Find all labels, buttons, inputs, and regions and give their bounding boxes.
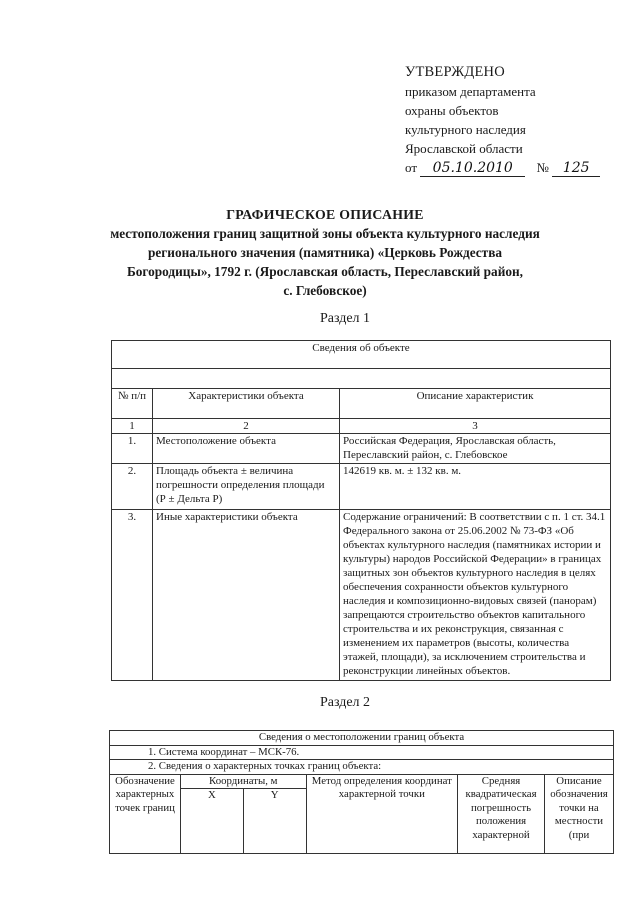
section2-label: Раздел 2: [319, 695, 371, 710]
approval-block: [405, 63, 615, 177]
column-number: 1: [112, 419, 153, 434]
column-header: № п/п: [112, 389, 153, 419]
handwritten-number: 125: [552, 161, 600, 177]
title-line: с. Глебовское): [283, 283, 367, 298]
approval-line: приказом департамента: [405, 84, 536, 99]
points-info-line: 2. Сведения о характерных точках границ объекта:: [110, 760, 614, 775]
empty-row: [112, 369, 611, 389]
column-number: 3: [340, 419, 611, 434]
title-line: Богородицы», 1792 г. (Ярославская область, Переславский район,: [126, 264, 524, 279]
column-header: Описание характеристик: [340, 389, 611, 419]
approval-heading: УТВЕРЖДЕНО: [405, 64, 505, 80]
row-number: 3.: [112, 510, 153, 681]
approval-line: Ярославской области: [405, 141, 523, 156]
row-desc: Российская Федерация, Ярославская область, Переславский район, с. Глебовское: [340, 434, 611, 464]
table-row: [112, 464, 611, 510]
handwritten-date: 05.10.2010: [420, 161, 525, 177]
table-header: Сведения об объекте: [112, 341, 611, 369]
row-name: Площадь объекта ± величина погрешности определения площади (Р ± Дельта Р): [153, 464, 340, 510]
document-title: [90, 205, 560, 300]
table-header: Сведения о местоположении границ объекта: [110, 731, 614, 746]
row-desc: 142619 кв. м. ± 132 кв. м.: [340, 464, 611, 510]
row-desc: Содержание ограничений: В соответствии с п. 1 ст. 34.1 Федерального закона от 25.06.2002 № 73-ФЗ «Об объектах культурного наследия (памятниках истории и культуры) народов Российской Федерации» в границах защитных зон объектов культурного наследия в целях обеспечения сохранности объектов культурного наследия и композиционно-видовых связей (панорам) запрещаются строительство объектов капитального строительства и их реконструкция, связанная с изменением их параметров (высоты, количества этажей, площади), за исключением строительства и реконструкции линейных объектов.: [340, 510, 611, 681]
table-row: [112, 510, 611, 681]
row-name: Местоположение объекта: [153, 434, 340, 464]
column-header: Характеристики объекта: [153, 389, 340, 419]
row-number: 2.: [112, 464, 153, 510]
object-info-table: [111, 340, 611, 681]
approval-line: охраны объектов: [405, 103, 499, 118]
number-prefix: №: [536, 160, 549, 175]
approval-date-line: [405, 158, 615, 177]
column-number: 2: [153, 419, 340, 434]
section1-label: Раздел 1: [319, 311, 371, 326]
column-header-y: Y: [243, 789, 306, 854]
date-prefix: от: [405, 160, 418, 175]
title-line: регионального значения (памятника) «Церковь Рождества: [147, 245, 503, 260]
boundary-table: [109, 730, 614, 854]
approval-line: культурного наследия: [405, 122, 526, 137]
table-row: [112, 434, 611, 464]
column-header-method: Метод определения координат характерной точки: [306, 774, 457, 854]
row-number: 1.: [112, 434, 153, 464]
column-header-x: X: [180, 789, 243, 854]
column-header-point: Обозначение характерных точек границ: [110, 774, 181, 854]
title-line: местоположения границ защитной зоны объекта культурного наследия: [110, 226, 540, 241]
column-header-error: Средняя квадратическая погрешность положения характерной: [458, 774, 545, 854]
column-header-coords: Координаты, м: [180, 774, 306, 789]
column-header-description: Описание обозначения точки на местности (при: [545, 774, 614, 854]
row-name: Иные характеристики объекта: [153, 510, 340, 681]
title-main: ГРАФИЧЕСКОЕ ОПИСАНИЕ: [226, 207, 424, 222]
coordinate-system-line: 1. Система координат – МСК-76.: [110, 745, 614, 760]
